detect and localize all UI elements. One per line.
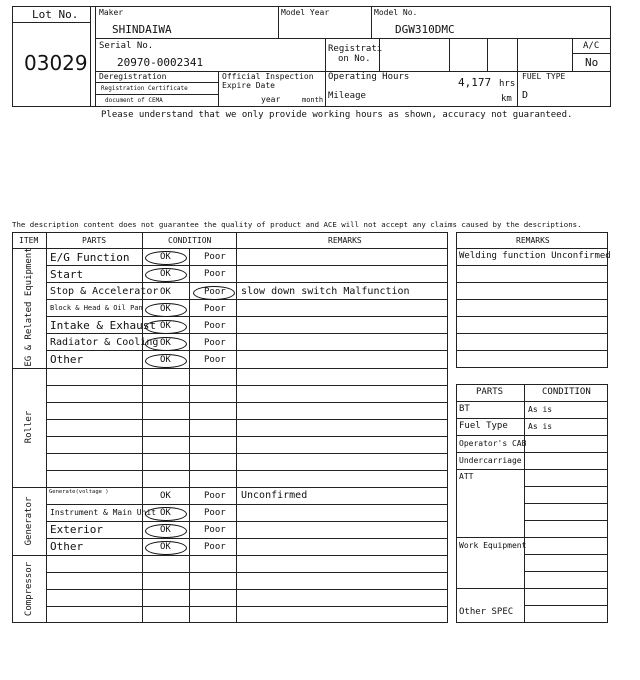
table-row-line [46,385,448,386]
table-row-line [46,538,448,539]
registration-label-2: on No. [338,54,371,64]
condition-poor: Poor [204,491,226,501]
operating-hours-label: Operating Hours [328,72,410,82]
serial-label: Serial No. [99,41,154,51]
hrs-label: hrs [499,79,516,89]
condition-poor: Poor [204,321,226,331]
lot-number: 03029 [24,51,88,75]
group-label-generator: Generator [24,496,34,546]
part-eg-function: E/G Function [50,251,130,264]
table-row-line [46,606,448,607]
table-row-line [46,521,448,522]
remarks-header: REMARKS [516,236,550,245]
fuel-type-value: D [522,90,529,101]
group-label-eg: EG & Related Equipment [24,247,34,367]
part-stop-accelerator: Stop & Accelerator [50,286,159,297]
year-label: year [261,95,281,104]
condition-poor: Poor [204,525,226,535]
model-no-label: Model No. [374,8,418,17]
condition-poor: Poor [204,338,226,348]
lot-label: Lot No. [32,8,79,21]
parts-work-equipment: Work Equipment [459,541,527,550]
ok-circle-mark [145,268,187,282]
table-row-line [46,282,448,283]
part-radiator-cooling: Radiator & Cooling [50,337,159,348]
condition-ok: OK [160,338,171,348]
header-remarks: REMARKS [328,236,362,245]
condition-fuel-type: As is [528,422,553,431]
condition-ok: OK [160,525,171,535]
model-year-label: Model Year [281,8,330,17]
remark-stop-accelerator: slow down switch Malfunction [241,286,410,297]
maker-label: Maker [99,8,124,17]
table-row-line [46,402,448,403]
parts-operators-cab: Operator's CAB [459,439,527,448]
header-parts: PARTS [82,236,107,245]
remarks-row-line [456,282,608,283]
condition-ok: OK [160,252,171,262]
table-row-line [46,589,448,590]
table-row-line [46,350,448,351]
remarks-row-line [456,265,608,266]
table-row-line [46,436,448,437]
part-start: Start [50,268,84,281]
operating-hours-value: 4,177 [458,76,492,89]
condition-ok: OK [160,491,171,501]
ok-circle-mark [145,354,187,368]
table-row-line [46,333,448,334]
ok-circle-mark [145,524,187,538]
part-eg-other: Other [50,353,84,366]
condition-ok: OK [160,304,171,314]
registration-label-1: Registrati [328,44,383,54]
maker-value: SHINDAIWA [112,23,172,36]
condition-poor: Poor [204,508,226,518]
condition-poor: Poor [204,355,226,365]
fuel-type-label: FUEL TYPE [522,72,566,81]
condition-poor: Poor [204,542,226,552]
hours-accuracy-notice: Please understand that we only provide working hours as shown, accuracy not guaranteed. [101,110,573,120]
part-block-head-oilpan: Block & Head & Oil Pan [50,304,143,312]
ac-value: No [585,56,599,69]
table-row-line [46,572,448,573]
remarks-row-line [456,333,608,334]
condition-ok: OK [160,321,171,331]
table-row-line [46,419,448,420]
description-disclaimer: The description content does not guarantee the quality of product and ACE will not accept any claims caused by the descriptions. [12,220,582,229]
ok-circle-mark [145,303,187,317]
part-intake-exhaust: Intake & Exhaust [50,319,156,332]
remarks-row-line [456,350,608,351]
inspection-label-2: Expire Date [222,81,275,90]
header-item: ITEM [19,236,39,245]
condition-poor: Poor [204,269,226,279]
remark-welding: Welding function Unconfirmed [459,251,611,261]
parts-undercarriage: Undercarriage [459,456,522,465]
table-row-line [46,470,448,471]
registration-certificate-label: Registration Certificate [101,85,188,92]
month-label: month [302,96,324,104]
part-instrument-main-unit: Instrument & Main Unit [50,508,156,517]
condition-ok: OK [160,508,171,518]
poor-circle-mark [193,286,235,300]
remarks-row-line [456,299,608,300]
ok-circle-mark [145,251,187,265]
parts-header: PARTS [476,387,504,397]
group-label-compressor: Compressor [24,561,34,617]
header-condition: CONDITION [168,236,212,245]
ok-circle-mark [145,320,187,334]
inspection-label-1: Official Inspection [222,72,314,81]
part-exterior: Exterior [50,523,103,536]
remark-generate-voltage: Unconfirmed [241,490,308,501]
parts-fuel-type: Fuel Type [459,421,508,431]
condition-ok: OK [160,287,171,297]
remarks-row-line [456,316,608,317]
km-label: km [501,94,512,104]
condition-ok: OK [160,269,171,279]
condition-header: CONDITION [542,387,591,397]
parts-other-spec: Other SPEC [459,607,514,617]
ok-circle-mark [145,337,187,351]
group-label-roller: Roller [24,410,34,444]
part-generator-other: Other [50,540,84,553]
parts-att: ATT [459,472,474,481]
table-row-line [46,504,448,505]
part-generate-voltage: Generate(voltage ) [49,489,109,495]
serial-value: 20970-0002341 [117,56,204,69]
ac-label: A/C [583,41,600,51]
condition-ok: OK [160,542,171,552]
condition-ok: OK [160,355,171,365]
table-row-line [46,265,448,266]
condition-bt: As is [528,405,553,414]
ok-circle-mark [145,541,187,555]
table-row-line [46,316,448,317]
condition-poor: Poor [204,304,226,314]
condition-poor: Poor [204,252,226,262]
parts-bt: BT [459,404,470,414]
mileage-label: Mileage [328,91,366,101]
deregistration-label: Deregistration [99,72,167,81]
condition-poor: Poor [204,287,226,297]
table-row-line [46,299,448,300]
model-no-value: DGW310DMC [395,23,455,36]
table-row-line [46,453,448,454]
ok-circle-mark [145,507,187,521]
cema-document-label: document of CEMA [105,97,163,104]
